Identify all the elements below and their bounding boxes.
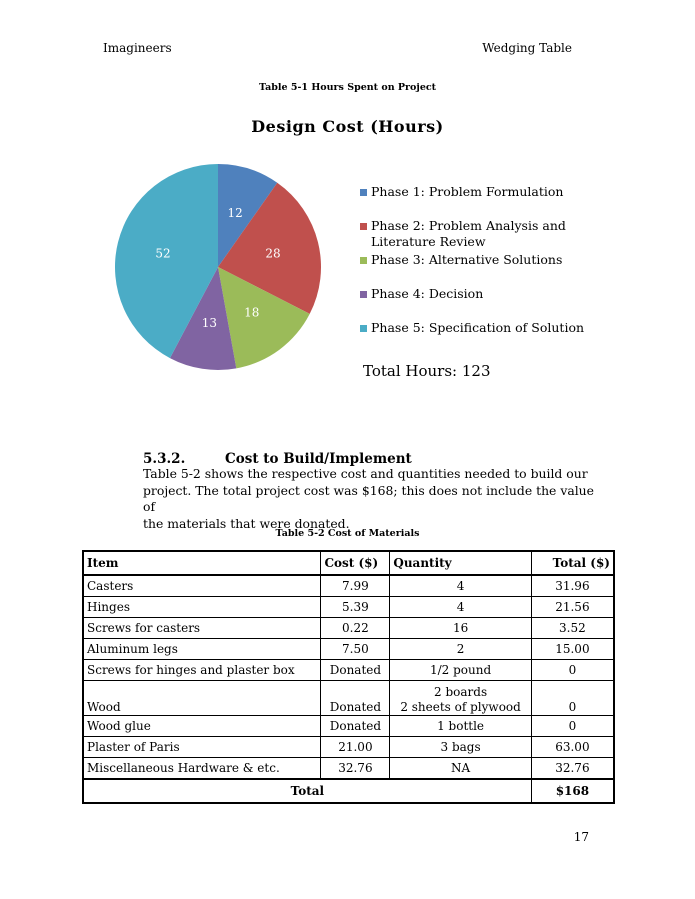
table-row [83, 716, 614, 737]
cell-total: 32.76 [531, 758, 614, 780]
cell-item: Wood [83, 681, 321, 716]
cell-item: Aluminum legs [83, 639, 321, 660]
cell-cost: 0.22 [321, 618, 390, 639]
cell-total: 31.96 [531, 575, 614, 597]
table-header-row [83, 551, 614, 575]
header-right: Wedging Table [482, 41, 572, 55]
header-total: Total ($) [531, 551, 614, 575]
table-total-row [83, 779, 614, 803]
section-paragraph [143, 466, 603, 532]
legend-swatch [360, 223, 367, 230]
legend-swatch [360, 325, 367, 332]
table-row [83, 737, 614, 758]
table-row [83, 681, 614, 716]
cell-quantity: 1 bottle [390, 716, 531, 737]
cell-quantity: 16 [390, 618, 531, 639]
paragraph-line: the materials that were donated. [143, 515, 350, 531]
paragraph-line: project. The total project cost was $168; this does not include the value of [143, 482, 594, 514]
cell-cost: 32.76 [321, 758, 390, 780]
cell-total: 3.52 [531, 618, 614, 639]
chart-caption: Table 5-1 Hours Spent on Project [258, 82, 437, 93]
legend-label: Phase 1: Problem Formulation [371, 184, 564, 199]
cell-cost: 21.00 [321, 737, 390, 758]
cell-item: Casters [83, 575, 321, 597]
cell-quantity: 1/2 pound [390, 660, 531, 681]
legend-label: Phase 5: Specification of Solution [371, 320, 585, 335]
pie-chart [100, 150, 340, 390]
quantity-line: 2 boards [434, 685, 488, 699]
cell-total: 21.56 [531, 597, 614, 618]
table-row [83, 597, 614, 618]
total-hours: Total Hours: 123 [363, 362, 491, 380]
legend-swatch [360, 291, 367, 298]
cell-item: Screws for hinges and plaster box [83, 660, 321, 681]
cell-quantity: 4 [390, 575, 531, 597]
cost-table [82, 550, 615, 804]
pie-label-phase-1: 12 [227, 206, 243, 220]
table-row [83, 758, 614, 780]
cell-item: Hinges [83, 597, 321, 618]
pie-label-phase-3: 18 [244, 305, 260, 320]
cell-total: 15.00 [531, 639, 614, 660]
paragraph-line: Table 5-2 shows the respective cost and quantities needed to build our [143, 466, 588, 481]
cell-cost: 7.99 [321, 575, 390, 597]
cell-cost: 5.39 [321, 597, 390, 618]
table-caption: Table 5-2 Cost of Materials [275, 528, 420, 539]
section-title: Cost to Build/Implement [225, 451, 412, 467]
table-row [83, 618, 614, 639]
cell-cost: 7.50 [321, 639, 390, 660]
cell-item: Wood glue [83, 716, 321, 737]
table-row [83, 575, 614, 597]
cell-quantity: 2 [390, 639, 531, 660]
cell-item: Plaster of Paris [83, 737, 321, 758]
section-number: 5.3.2. [143, 451, 186, 467]
total-label: Total [83, 779, 531, 803]
cell-cost: Donated [321, 716, 390, 737]
legend-label: Phase 4: Decision [371, 286, 484, 301]
cell-item: Miscellaneous Hardware & etc. [83, 758, 321, 780]
cell-quantity: NA [390, 758, 531, 780]
cell-item: Screws for casters [83, 618, 321, 639]
quantity-line: 2 sheets of plywood [400, 700, 521, 714]
header-left: Imagineers [103, 41, 172, 55]
page-number: 17 [573, 830, 589, 844]
header-item: Item [83, 551, 321, 575]
cell-total: 0 [531, 681, 614, 716]
header-quantity: Quantity [390, 551, 531, 575]
cell-total: 0 [531, 660, 614, 681]
legend-swatch [360, 257, 367, 264]
table-row [83, 639, 614, 660]
chart-title: Design Cost (Hours) [251, 117, 444, 136]
cell-quantity: 4 [390, 597, 531, 618]
section-heading [143, 451, 412, 467]
cell-quantity: 3 bags [390, 737, 531, 758]
cell-quantity [390, 681, 531, 716]
cell-total: 0 [531, 716, 614, 737]
legend-label: Phase 3: Alternative Solutions [371, 252, 563, 267]
legend-label: Phase 2: Problem Analysis and Literature Review [371, 218, 566, 249]
legend-swatch [360, 189, 367, 196]
pie-label-phase-5: 52 [155, 246, 171, 261]
cell-cost: Donated [321, 660, 390, 681]
pie-label-phase-4: 13 [201, 316, 218, 330]
header-cost: Cost ($) [321, 551, 390, 575]
cell-total: 63.00 [531, 737, 614, 758]
total-value: $168 [531, 779, 614, 803]
table-row [83, 660, 614, 681]
pie-label-phase-2: 28 [265, 246, 281, 261]
cell-cost: Donated [321, 681, 390, 716]
